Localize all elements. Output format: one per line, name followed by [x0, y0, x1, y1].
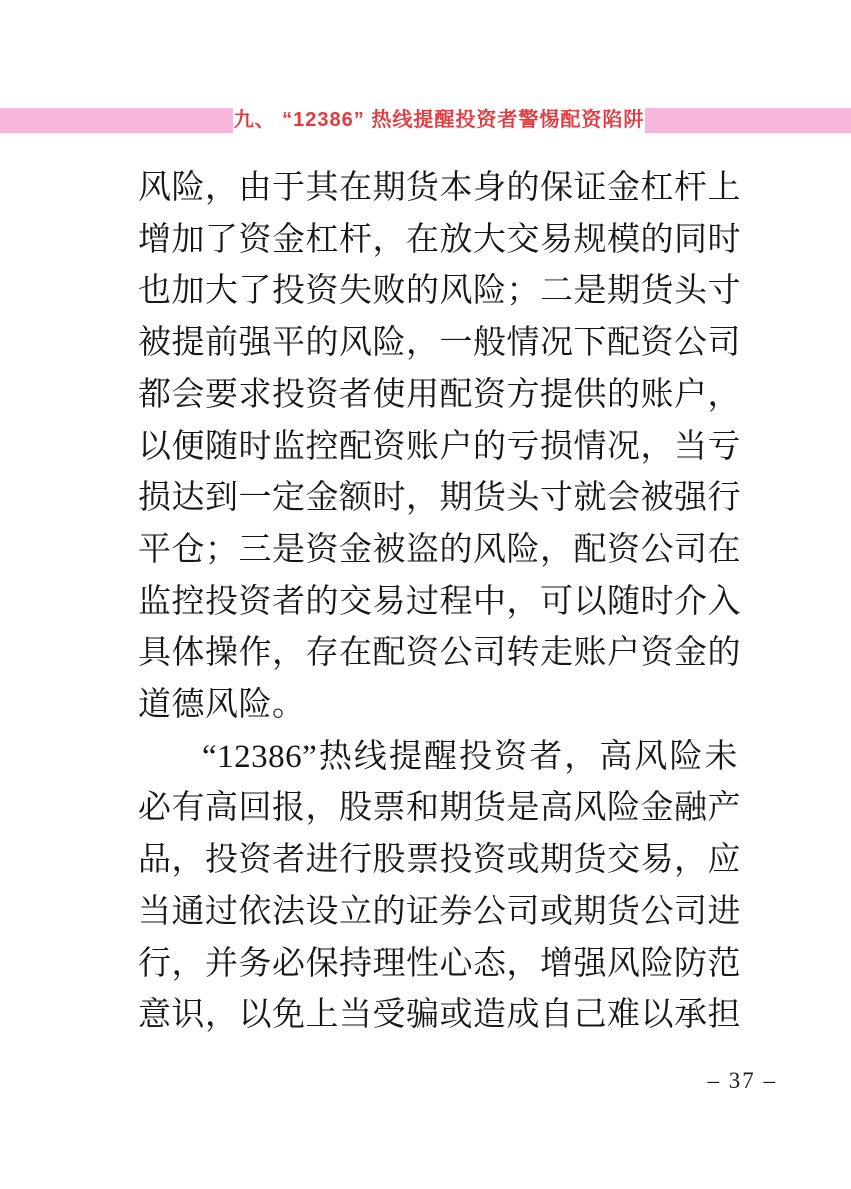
- text-line-17: 意识，以免上当受骗或造成自己难以承担: [138, 997, 741, 1034]
- text-line-11: 道德风险。: [138, 687, 306, 724]
- page-footer: [708, 1068, 778, 1094]
- text-line-14: 品，投资者进行股票投资或期货交易，应: [138, 842, 741, 879]
- text-line-16: 行，并务必保持理性心态，增强风险防范: [138, 945, 741, 982]
- text-line-10: 具体操作，存在配资公司转走账户资金的: [138, 635, 741, 672]
- body-text: [138, 163, 741, 1042]
- text-line-3: 也加大了投资失败的风险；二是期货头寸: [138, 273, 741, 310]
- header-band-left: [0, 108, 233, 133]
- text-line-13: 必有高回报，股票和期货是高风险金融产: [138, 790, 741, 827]
- text-line-12: “12386”热线提醒投资者，高风险未: [202, 738, 738, 775]
- text-line-7: 损达到一定金额时，期货头寸就会被强行: [138, 480, 741, 517]
- text-line-9: 监控投资者的交易过程中，可以随时介入: [138, 583, 741, 620]
- text-line-2: 增加了资金杠杆，在放大交易规模的同时: [138, 221, 741, 258]
- text-line-1: 风险，由于其在期货本身的保证金杠杆上: [138, 170, 741, 206]
- header-band-right: [645, 108, 851, 133]
- page-number: – 37 –: [707, 1068, 777, 1093]
- chapter-title: 九、 “12386” 热线提醒投资者警惕配资陷阱: [233, 109, 645, 131]
- text-line-8: 平仓；三是资金被盗的风险，配资公司在: [138, 531, 741, 568]
- text-line-4: 被提前强平的风险，一般情况下配资公司: [138, 325, 741, 362]
- text-line-15: 当通过依法设立的证券公司或期货公司进: [138, 893, 741, 930]
- chapter-header: [0, 108, 851, 133]
- text-line-5: 都会要求投资者使用配资方提供的账户，: [138, 376, 741, 413]
- text-line-6: 以便随时监控配资账户的亏损情况，当亏: [138, 428, 741, 465]
